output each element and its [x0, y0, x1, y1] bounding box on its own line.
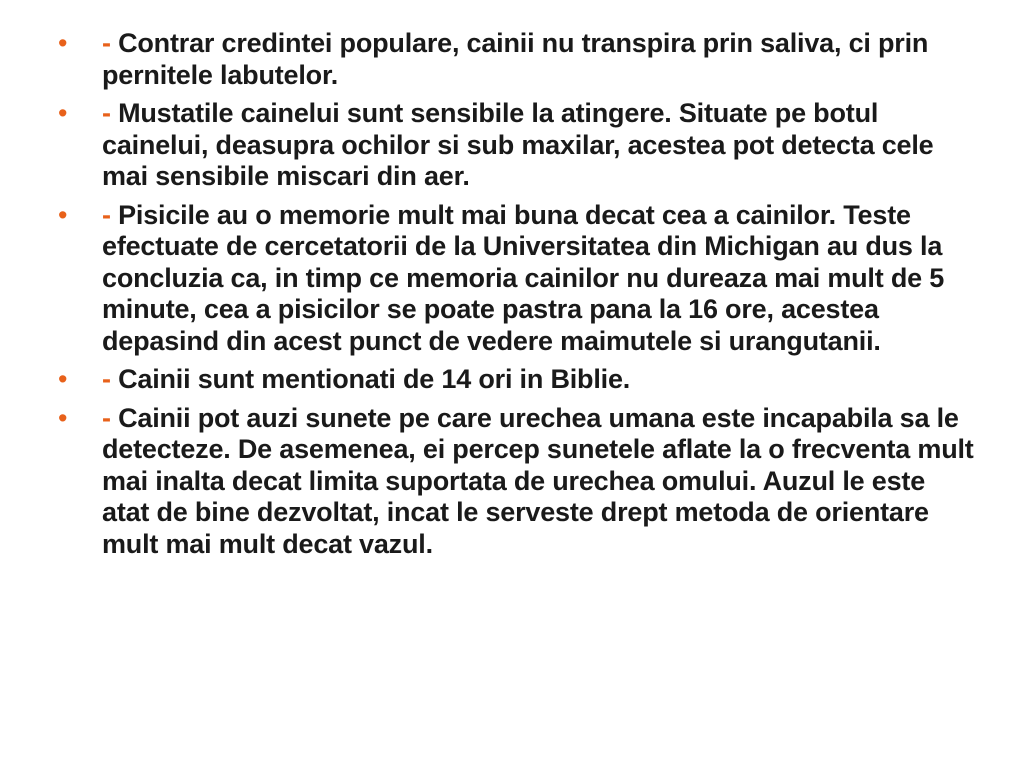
item-text: Contrar credintei populare, cainii nu transpira prin saliva, ci prin pernitele labutelor. — [102, 28, 929, 90]
list-item — [58, 28, 978, 91]
list-item — [58, 403, 978, 561]
bullet-dot-icon: • — [58, 98, 68, 128]
item-dash: - — [102, 402, 119, 433]
bullet-list — [58, 28, 978, 567]
item-text: Mustatile cainelui sunt sensibile la atingere. Situate pe botul cainelui, deasupra ochilor si sub maxilar, acestea pot detecta cele mai sensibile miscari din aer. — [102, 98, 934, 191]
list-item — [58, 200, 978, 358]
bullet-dot-icon: • — [58, 402, 68, 433]
item-dash: - — [102, 28, 119, 58]
bullet-dot-icon: • — [58, 28, 68, 58]
item-dash: - — [102, 364, 119, 394]
item-dash: - — [102, 199, 119, 230]
item-text: Pisicile au o memorie mult mai buna decat cea a cainilor. Teste efectuate de cercetatorii de la Universitatea din Michigan au dus la concluzia ca, in timp ce memoria cainilor nu dureaza mai mult de 5 minute, cea a pisicilor se poate pastra pana la 16 ore, acestea depasind din acest punct de vedere maimutele si urangutanii. — [102, 199, 945, 356]
list-item — [58, 364, 978, 396]
list-item — [58, 98, 978, 193]
bullet-dot-icon: • — [58, 364, 68, 394]
item-text: Cainii pot auzi sunete pe care urechea umana este incapabila sa le detecteze. De asemenea, ei percep sunetele aflate la o frecventa mult mai inalta decat limita suportata de urechea omului. Auzul le este atat de bine dezvoltat, incat le serveste drept metoda de orientare mult mai mult decat vazul. — [102, 402, 974, 559]
item-dash: - — [102, 98, 119, 128]
bullet-dot-icon: • — [58, 199, 68, 230]
item-text: Cainii sunt mentionati de 14 ori in Biblie. — [118, 364, 631, 394]
